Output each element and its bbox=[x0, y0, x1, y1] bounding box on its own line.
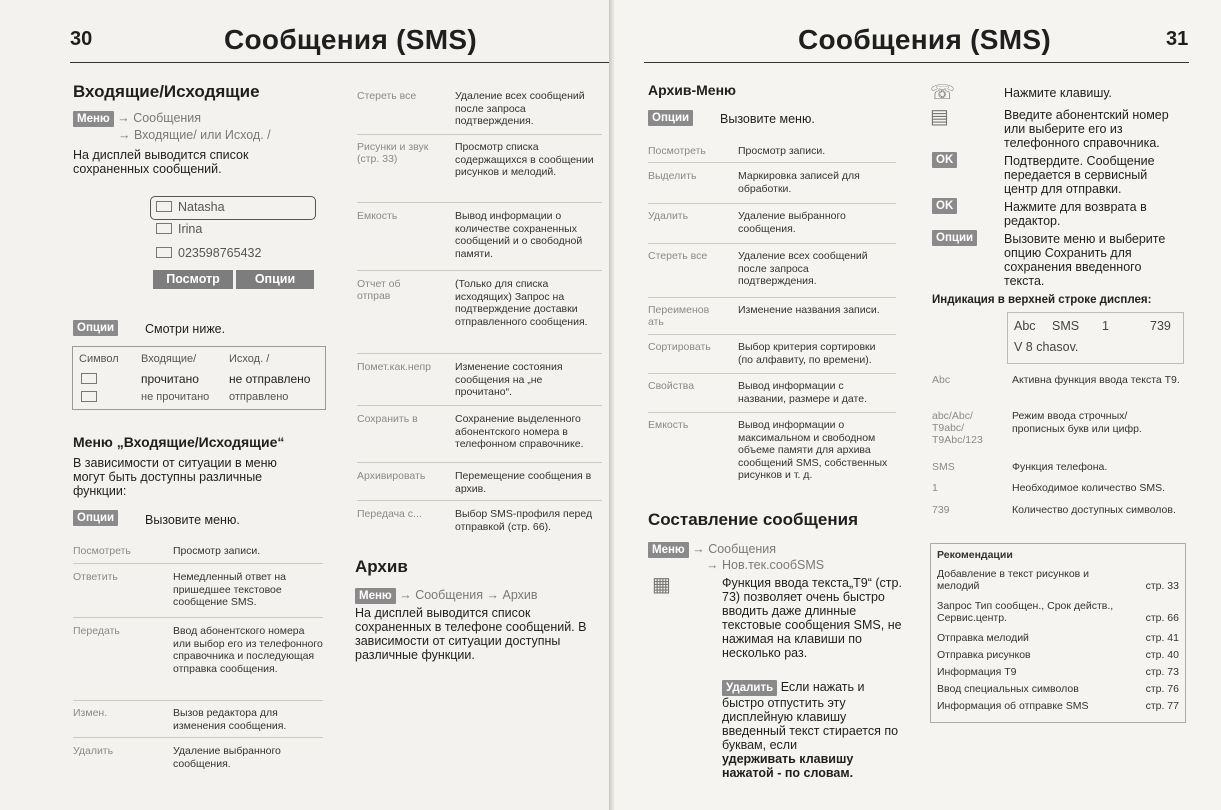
menu-row: Удалить Удаление выбранного сообщения. bbox=[73, 745, 281, 770]
title-rule bbox=[644, 62, 1189, 63]
options-line bbox=[73, 320, 118, 336]
page-title: Сообщения (SMS) bbox=[224, 24, 477, 55]
envelope-icon bbox=[156, 201, 172, 212]
t9-description: Функция ввода текста„T9“ (стр. 73) позволяет очень быстро вводить даже длинные текстовые сообщения SMS, не нажимая на клавиши по несколько раз. bbox=[722, 576, 902, 660]
title-rule bbox=[70, 62, 610, 63]
compose-menu-path: Меню → Сообщения bbox=[648, 542, 776, 558]
right-page bbox=[614, 0, 1221, 810]
display-mockup: Abc SMS 1 739 V 8 chasov. bbox=[1007, 312, 1184, 364]
options-text: Вызовите меню. bbox=[720, 112, 815, 126]
ok-key: OK bbox=[932, 198, 957, 214]
menu-row: Свойства Вывод информации с названии, размере и дате. bbox=[648, 380, 867, 405]
list-item: 023598765432 bbox=[156, 246, 261, 260]
envelope-open-icon bbox=[81, 373, 97, 384]
options-key: Опции bbox=[73, 320, 118, 336]
options-text-2: Вызовите меню. bbox=[145, 513, 240, 527]
send-key-icon: ☏ bbox=[930, 82, 956, 104]
phone-display bbox=[150, 196, 318, 292]
step-text: Вызовите меню и выберите опцию Сохранить для сохранения введенного текста. bbox=[1004, 232, 1166, 288]
menu-row: Стереть все Удаление всех сообщений после запроса подтверждения. bbox=[357, 90, 585, 127]
phonebook-icon: ▤ bbox=[930, 106, 949, 128]
step-key bbox=[932, 152, 957, 168]
delete-key: Удалить bbox=[722, 680, 777, 696]
menu-row: Переименов ать Изменение названия записи. bbox=[648, 304, 880, 328]
menu-key: Меню bbox=[648, 542, 689, 558]
envelope-icon bbox=[156, 247, 172, 258]
envelope-closed-icon bbox=[81, 391, 97, 402]
menu-row: Посмотреть Просмотр записи. bbox=[73, 545, 261, 557]
options-key: Опции bbox=[648, 110, 693, 126]
keypad-icon: ▦ bbox=[652, 574, 671, 596]
menu-row: Отчет об отправ (Только для списка исходящих) Запрос на подтверждение доставки отправленного сообщения. bbox=[357, 278, 588, 328]
page-title: Сообщения (SMS) bbox=[798, 24, 1051, 55]
section-menu-description: В зависимости от ситуации в меню могут быть доступны различные функции: bbox=[73, 456, 277, 498]
options-line-2 bbox=[73, 510, 118, 526]
outbox-header: Исход. / bbox=[229, 353, 270, 365]
options-key: Опции bbox=[73, 510, 118, 526]
indication-row: 1 Необходимое количество SMS. bbox=[932, 482, 1166, 494]
step-text: Нажмите для возврата в редактор. bbox=[1004, 200, 1147, 228]
options-text: Смотри ниже. bbox=[145, 322, 226, 336]
archive-menu-path: Меню → Сообщения → Архив bbox=[355, 588, 538, 604]
menu-row: Измен. Вызов редактора для изменения сообщения. bbox=[73, 707, 287, 732]
menu-path bbox=[73, 111, 201, 127]
menu-row: Емкость Вывод информации о максимальном и свободном объеме памяти для архива сообщений SMS, собственных рисунков и т. д. bbox=[648, 419, 888, 481]
menu-row: Сортировать Выбор критерия сортировки (по алфавиту, по времени). bbox=[648, 341, 876, 366]
page-number: 31 bbox=[1166, 28, 1189, 50]
delete-hold-description: удерживать клавишу нажатой - по словам. bbox=[722, 752, 854, 780]
options-softkey: Опции bbox=[236, 270, 314, 289]
menu-row: Помет.как.непр Изменение состояния сообщения на „не прочитано“. bbox=[357, 361, 563, 398]
step-text: Нажмите клавишу. bbox=[1004, 86, 1112, 100]
menu-row: Удалить Удаление выбранного сообщения. bbox=[648, 210, 846, 235]
indication-row: Abc Активна функция ввода текста T9. bbox=[932, 374, 1180, 386]
menu-row: Стереть все Удаление всех сообщений после запроса подтверждения. bbox=[648, 250, 868, 287]
nav-new-sms: → Нов.тек.сообSMS bbox=[706, 558, 825, 572]
section-description: На дисплей выводится список сохраненных сообщений. bbox=[73, 148, 249, 176]
menu-key: Меню bbox=[355, 588, 396, 604]
menu-row: Передать Ввод абонентского номера или выбор его из телефонного справочника и последующая отправка сообщения. bbox=[73, 625, 323, 675]
step-key bbox=[932, 230, 977, 246]
menu-row: Передача с... Выбор SMS-профиля перед отправкой (стр. 66). bbox=[357, 508, 593, 533]
menu-key: Меню bbox=[73, 111, 114, 127]
archive-menu-heading: Архив-Меню bbox=[648, 82, 736, 98]
indication-row: 739 Количество доступных символов. bbox=[932, 504, 1176, 516]
menu-row: Емкость Вывод информации о количестве сохраненных сообщений и о свободной памяти. bbox=[357, 210, 583, 260]
symbol-header: Символ bbox=[79, 353, 119, 365]
step-text: Введите абонентский номер или выберите его из телефонного справочника. bbox=[1004, 108, 1169, 150]
indication-row: SMS Функция телефона. bbox=[932, 461, 1108, 473]
menu-row: Архивировать Перемещение сообщения в архив. bbox=[357, 470, 592, 495]
menu-row: Посмотреть Просмотр записи. bbox=[648, 145, 826, 157]
step-text: Подтвердите. Сообщение передается в сервисный центр для отправки. bbox=[1004, 154, 1155, 196]
nav-inbox-outbox: → Входящие/ или Исход. / bbox=[118, 128, 271, 142]
inbox-header: Входящие/ bbox=[141, 353, 197, 365]
recommendations-box: Рекомендации Добавление в текст рисунков и мелодий стр. 33 Запрос Тип сообщен., Срок действ., Сервис.центр. стр. 66 Отправка мелодий стр. 41 Отправка рисунков стр. 40 Информация T9 стр. 73 Ввод специальных символов стр. 76 Информация об отправке SMS стр. 77 bbox=[930, 543, 1186, 723]
nav-messages: → Сообщения bbox=[117, 111, 202, 125]
envelope-icon bbox=[156, 223, 172, 234]
step-key bbox=[932, 198, 957, 214]
delete-description: быстро отпустить эту дисплейную клавишу введенный текст стирается по буквам, если bbox=[722, 696, 899, 752]
menu-row: Рисунки и звук (стр. 33) Просмотр списка содержащихся в сообщении рисунков и мелодий. bbox=[357, 141, 594, 178]
delete-line: Удалить Если нажать и bbox=[722, 680, 864, 696]
section-heading-inbox-outbox: Входящие/Исходящие bbox=[73, 82, 260, 101]
compose-heading: Составление сообщения bbox=[648, 510, 858, 529]
view-softkey: Посмотр bbox=[153, 270, 233, 289]
list-item: Irina bbox=[156, 222, 202, 236]
archive-heading: Архив bbox=[355, 557, 408, 576]
menu-row: Сохранить в Сохранение выделенного абонентского номера в телефонном справочнике. bbox=[357, 413, 584, 450]
indication-row: abc/Abc/ T9abc/ T9Abc/123 Режим ввода строчных/ прописных букв или цифр. bbox=[932, 410, 1142, 446]
archive-description: На дисплей выводится список сохраненных в телефоне сообщений. В зависимости от ситуации доступны различные функции. bbox=[355, 606, 587, 662]
menu-row: Выделить Маркировка записей для обработки. bbox=[648, 170, 860, 195]
options-key: Опции bbox=[932, 230, 977, 246]
list-item: Natasha bbox=[156, 200, 225, 214]
options-line bbox=[648, 110, 693, 126]
indication-heading: Индикация в верхней строке дисплея: bbox=[932, 294, 1152, 306]
page-number: 30 bbox=[70, 28, 93, 50]
recommendations-heading: Рекомендации bbox=[937, 549, 1013, 561]
symbol-table: Символ Входящие/ Исход. / прочитано не отправлено не прочитано отправлено bbox=[72, 346, 326, 410]
section-heading-menu: Меню „Входящие/Исходящие“ bbox=[73, 434, 285, 450]
menu-row: Ответить Немедленный ответ на пришедшее текстовое сообщение SMS. bbox=[73, 571, 287, 608]
ok-key: OK bbox=[932, 152, 957, 168]
